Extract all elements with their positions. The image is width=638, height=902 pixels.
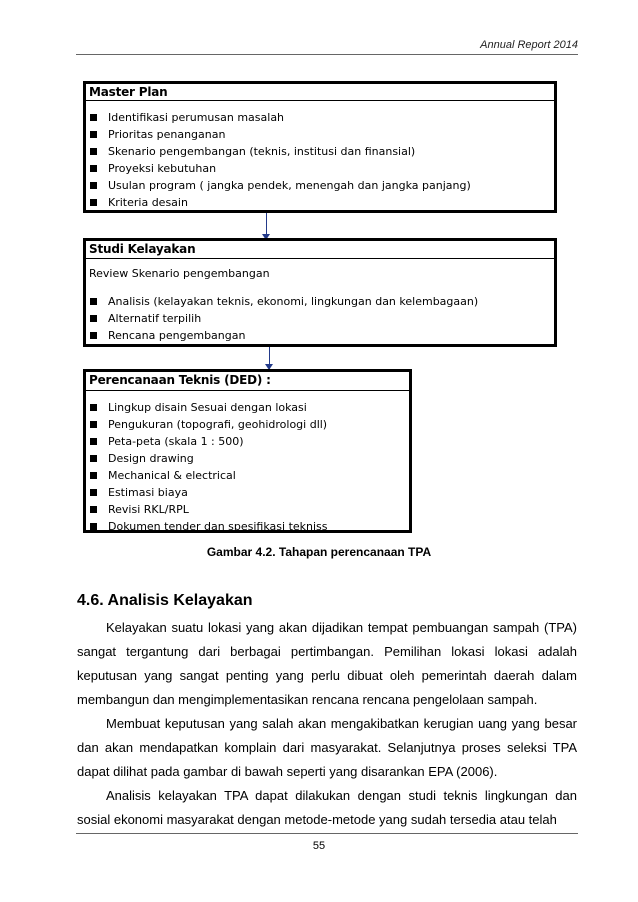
list-item: Mechanical & electrical [90, 467, 328, 484]
paragraph-2: Membuat keputusan yang salah akan mengakibatkan kerugian uang yang besar dan akan mendapatkan komplain dari masyarakat. Selanjutnya proses seleksi TPA dapat dilihat pada gambar di bawah seperti yang disarankan EPA (2006). [77, 716, 577, 779]
master-plan-box [83, 81, 557, 213]
list-item: Estimasi biaya [90, 484, 328, 501]
square-bullet-icon [90, 315, 97, 322]
square-bullet-icon [90, 472, 97, 479]
page-number: 55 [312, 840, 326, 852]
studi-kelayakan-title-rule [86, 258, 554, 259]
report-header-title: Annual Report 2014 [480, 39, 578, 51]
square-bullet-icon [90, 523, 97, 530]
section-heading: 4.6. Analisis Kelayakan [77, 592, 253, 609]
list-item: Identifikasi perumusan masalah [90, 109, 471, 126]
square-bullet-icon [90, 404, 97, 411]
square-bullet-icon [90, 421, 97, 428]
list-item: Pengukuran (topografi, geohidrologi dll) [90, 416, 328, 433]
list-item: Proyeksi kebutuhan [90, 160, 471, 177]
list-item: Rencana pengembangan [90, 327, 478, 344]
studi-kelayakan-title: Studi Kelayakan [89, 242, 196, 256]
square-bullet-icon [90, 148, 97, 155]
square-bullet-icon [90, 506, 97, 513]
list-item: Alternatif terpilih [90, 310, 478, 327]
square-bullet-icon [90, 182, 97, 189]
list-item: Analisis (kelayakan teknis, ekonomi, lingkungan dan kelembagaan) [90, 293, 478, 310]
master-plan-title: Master Plan [89, 85, 168, 99]
master-plan-title-rule [86, 100, 554, 101]
list-item: Skenario pengembangan (teknis, institusi dan finansial) [90, 143, 471, 160]
square-bullet-icon [90, 489, 97, 496]
list-item: Design drawing [90, 450, 328, 467]
perencanaan-teknis-title: Perencanaan Teknis (DED) : [89, 373, 271, 387]
perencanaan-teknis-box [83, 369, 412, 533]
square-bullet-icon [90, 438, 97, 445]
list-item: Peta-peta (skala 1 : 500) [90, 433, 328, 450]
paragraph-3: Analisis kelayakan TPA dapat dilakukan dengan studi teknis lingkungan dan sosial ekonomi masyarakat dengan metode-metode yang sudah tersedia atau telah [77, 788, 577, 827]
header-rule [76, 54, 578, 55]
list-item: Dokumen tender dan spesifikasi tekniss [90, 518, 328, 535]
list-item: Lingkup disain Sesuai dengan lokasi [90, 399, 328, 416]
square-bullet-icon [90, 165, 97, 172]
perencanaan-teknis-list [90, 399, 328, 535]
figure-caption: Gambar 4.2. Tahapan perencanaan TPA [206, 545, 432, 559]
square-bullet-icon [90, 332, 97, 339]
studi-kelayakan-box [83, 238, 557, 347]
square-bullet-icon [90, 131, 97, 138]
studi-kelayakan-subtitle: Review Skenario pengembangan [89, 267, 270, 280]
flow-arrow-1 [266, 213, 267, 239]
master-plan-list [90, 109, 471, 211]
paragraph-1: Kelayakan suatu lokasi yang akan dijadikan tempat pembuangan sampah (TPA) sangat tergantung dari berbagai pertimbangan. Pemilihan lokasi lokasi adalah keputusan yang sangat penting yang perlu dibuat oleh pemerintah daerah dalam membangun dan mengimplementasikan rencana rencana pengelolaan sampah. [77, 620, 577, 707]
list-item: Revisi RKL/RPL [90, 501, 328, 518]
square-bullet-icon [90, 199, 97, 206]
square-bullet-icon [90, 114, 97, 121]
studi-kelayakan-list [90, 293, 478, 344]
list-item: Kriteria desain [90, 194, 471, 211]
list-item: Usulan program ( jangka pendek, menengah dan jangka panjang) [90, 177, 471, 194]
footer-rule [76, 833, 578, 834]
square-bullet-icon [90, 455, 97, 462]
flow-arrow-2 [269, 347, 270, 369]
list-item: Prioritas penanganan [90, 126, 471, 143]
square-bullet-icon [90, 298, 97, 305]
perencanaan-teknis-title-rule [86, 390, 409, 391]
